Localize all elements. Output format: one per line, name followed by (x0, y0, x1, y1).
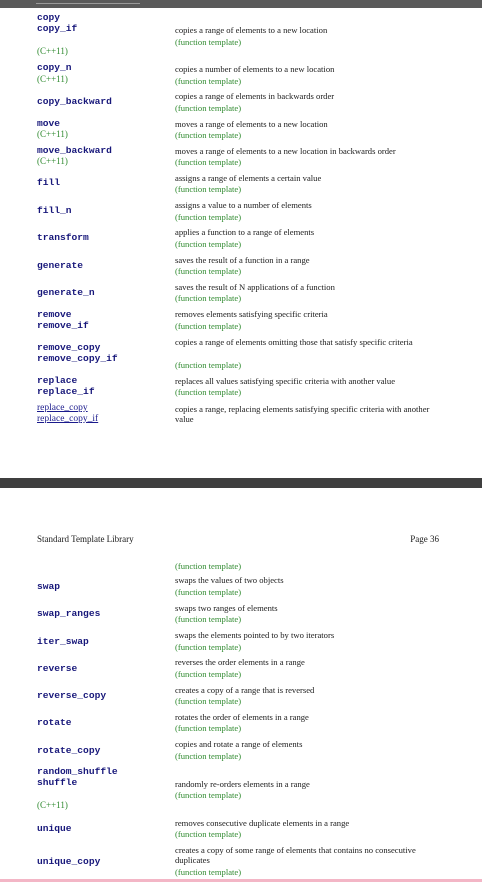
function-template-label: (function template) (175, 157, 242, 167)
function-description: creates a copy of some range of elements that contains no consecutive duplicates (175, 845, 416, 865)
function-template-label: (function template) (175, 130, 242, 140)
function-name-copy-n[interactable]: copy_n (37, 62, 72, 73)
function-name-transform[interactable]: transform (37, 232, 89, 243)
function-name-unique-copy[interactable]: unique_copy (37, 856, 101, 867)
function-description: creates a copy of a range that is reversed (175, 685, 315, 695)
function-description: swaps two ranges of elements (175, 603, 278, 613)
function-link-replace-copy-if[interactable]: replace_copy_if (37, 414, 99, 424)
cpp11-badge: (C++11) (37, 800, 68, 810)
cpp11-badge: (C++11) (37, 129, 68, 139)
function-name-copy[interactable]: copy (37, 12, 61, 23)
function-description: reverses the order elements in a range (175, 657, 305, 667)
function-name-replace[interactable]: replace (37, 375, 78, 386)
function-template-label: (function template) (175, 696, 242, 706)
function-name-remove-if[interactable]: remove_if (37, 320, 89, 331)
function-description: moves a range of elements to a new location (175, 119, 328, 129)
function-description: moves a range of elements to a new location in backwards order (175, 146, 396, 156)
page-separator (0, 478, 482, 488)
function-description: copies a number of elements to a new location (175, 64, 335, 74)
function-template-label: (function template) (175, 387, 242, 397)
function-name-move[interactable]: move (37, 118, 61, 129)
function-template-label: (function template) (175, 751, 242, 761)
page-number: Page 36 (410, 534, 439, 544)
function-description: saves the result of N applications of a function (175, 282, 335, 292)
function-template-label: (function template) (175, 212, 242, 222)
function-name-generate-n[interactable]: generate_n (37, 287, 95, 298)
function-description: swaps the values of two objects (175, 575, 284, 585)
function-name-unique[interactable]: unique (37, 823, 72, 834)
function-name-remove[interactable]: remove (37, 309, 72, 320)
running-header-title: Standard Template Library (37, 534, 134, 544)
function-template-label: (function template) (175, 642, 242, 652)
function-name-copy-if[interactable]: copy_if (37, 23, 78, 34)
function-name-copy-backward[interactable]: copy_backward (37, 96, 112, 107)
function-description: copies a range of elements in backwards order (175, 91, 335, 101)
function-name-random-shuffle[interactable]: random_shuffle (37, 766, 118, 777)
function-link-replace-copy[interactable]: replace_copy (37, 403, 88, 413)
function-template-label: (function template) (175, 321, 242, 331)
function-name-replace-if[interactable]: replace_if (37, 386, 95, 397)
function-description: saves the result of a function in a range (175, 255, 310, 265)
function-template-label: (function template) (175, 293, 242, 303)
function-description: copies and rotate a range of elements (175, 739, 303, 749)
function-name-fill-n[interactable]: fill_n (37, 205, 72, 216)
top-bar-line (36, 3, 140, 4)
function-name-reverse[interactable]: reverse (37, 663, 78, 674)
function-name-move-backward[interactable]: move_backward (37, 145, 112, 156)
function-name-remove-copy-if[interactable]: remove_copy_if (37, 353, 118, 364)
function-description: replaces all values satisfying specific criteria with another value (175, 376, 396, 386)
function-template-label: (function template) (175, 184, 242, 194)
function-template-label: (function template) (175, 76, 242, 86)
function-name-iter-swap[interactable]: iter_swap (37, 636, 89, 647)
function-template-label: (function template) (175, 561, 242, 571)
document-page-2 (0, 488, 482, 880)
function-template-label: (function template) (175, 37, 242, 47)
function-name-rotate-copy[interactable]: rotate_copy (37, 745, 101, 756)
cpp11-badge: (C++11) (37, 46, 68, 56)
function-template-label: (function template) (175, 867, 242, 877)
function-name-generate[interactable]: generate (37, 260, 84, 271)
function-description: rotates the order of elements in a range (175, 712, 309, 722)
function-description: removes consecutive duplicate elements in a range (175, 818, 350, 828)
function-name-rotate[interactable]: rotate (37, 717, 72, 728)
function-name-swap-ranges[interactable]: swap_ranges (37, 608, 101, 619)
function-description: copies a range, replacing elements satisfying specific criteria with another value (175, 404, 430, 424)
function-name-shuffle[interactable]: shuffle (37, 777, 78, 788)
function-description: randomly re-orders elements in a range (175, 779, 310, 789)
function-template-label: (function template) (175, 239, 242, 249)
function-description: applies a function to a range of elements (175, 227, 315, 237)
function-description: assigns a range of elements a certain value (175, 173, 322, 183)
cpp11-badge: (C++11) (37, 74, 68, 84)
function-template-label: (function template) (175, 669, 242, 679)
function-template-label: (function template) (175, 723, 242, 733)
function-description: copies a range of elements omitting those that satisfy specific criteria (175, 337, 413, 347)
cpp11-badge: (C++11) (37, 156, 68, 166)
function-description: swaps the elements pointed to by two iterators (175, 630, 335, 640)
function-description: assigns a value to a number of elements (175, 200, 312, 210)
function-template-label: (function template) (175, 103, 242, 113)
viewer-top-bar (0, 0, 482, 8)
function-description: removes elements satisfying specific criteria (175, 309, 328, 319)
function-template-label: (function template) (175, 360, 242, 370)
function-template-label: (function template) (175, 829, 242, 839)
function-name-fill[interactable]: fill (37, 177, 61, 188)
function-template-label: (function template) (175, 587, 242, 597)
function-name-remove-copy[interactable]: remove_copy (37, 342, 101, 353)
function-template-label: (function template) (175, 790, 242, 800)
function-name-swap[interactable]: swap (37, 581, 61, 592)
function-name-reverse-copy[interactable]: reverse_copy (37, 690, 107, 701)
function-template-label: (function template) (175, 614, 242, 624)
function-description: copies a range of elements to a new location (175, 25, 328, 35)
function-template-label: (function template) (175, 266, 242, 276)
